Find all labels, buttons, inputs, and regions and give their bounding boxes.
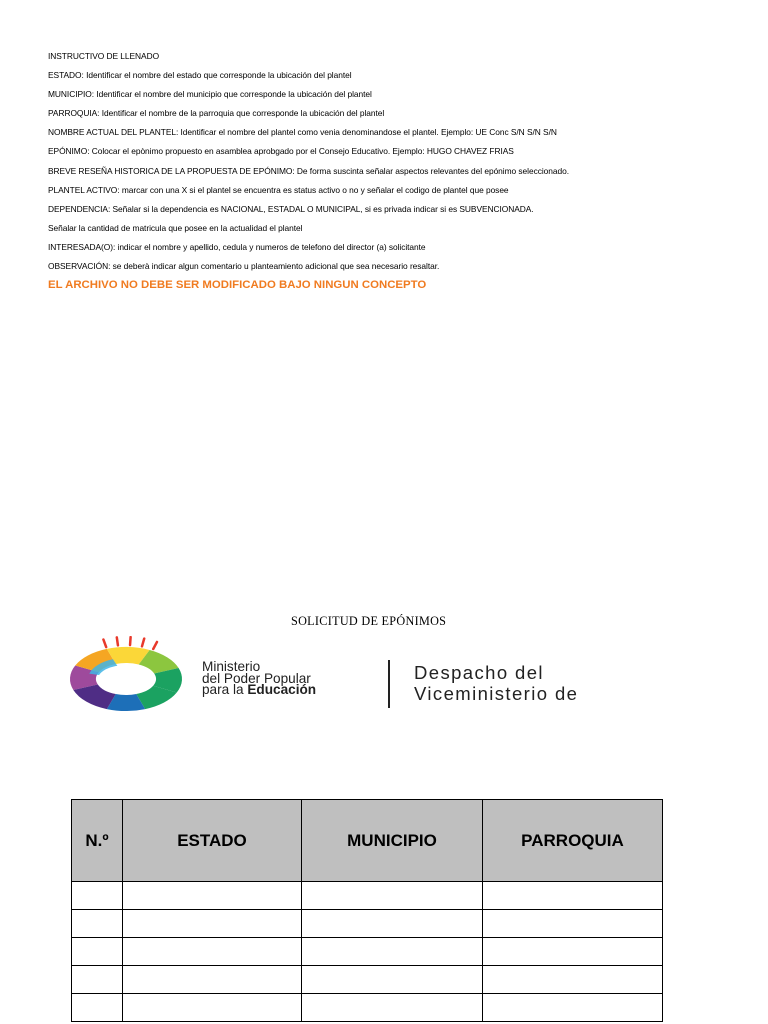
logo-ray	[130, 637, 131, 645]
instruction-municipio: MUNICIPIO: Identificar el nombre del municipio que corresponde la ubicación del plantel	[48, 89, 372, 100]
office-line-1: Despacho del	[414, 662, 544, 683]
table-header-row	[72, 800, 663, 882]
table-cell[interactable]	[123, 994, 302, 1022]
eponym-table	[71, 799, 663, 1022]
instruction-nombre-actual: NOMBRE ACTUAL DEL PLANTEL: Identificar el nombre del plantel como venia denominandose el plantel. Ejemplo: UE Conc S/N S/N S/N	[48, 127, 557, 138]
table-cell[interactable]	[72, 966, 123, 994]
column-header-number: N.º	[72, 800, 123, 882]
table-cell[interactable]	[72, 938, 123, 966]
table-cell[interactable]	[483, 994, 663, 1022]
logo-ray	[153, 642, 157, 649]
instruction-estado: ESTADO: Identificar el nombre del estado que corresponde la ubicación del plantel	[48, 70, 352, 81]
instruction-parroquia: PARROQUIA: Identificar el nombre de la parroquia que corresponde la ubicación del plantel	[48, 108, 385, 119]
instructions-heading: INSTRUCTIVO DE LLENADO	[48, 51, 160, 61]
ministry-logo-icon	[64, 636, 194, 716]
table-cell[interactable]	[302, 994, 483, 1022]
instruction-observacion: OBSERVACIÓN: se deberà indicar algun comentario u planteamiento adicional que sea necesario resaltar.	[48, 261, 440, 272]
office-line-2: Viceministerio de	[414, 683, 579, 704]
table-row	[72, 966, 663, 994]
table-cell[interactable]	[302, 938, 483, 966]
logo-center	[98, 665, 154, 693]
warning-text: EL ARCHIVO NO DEBE SER MODIFICADO BAJO NINGUN CONCEPTO	[48, 279, 427, 291]
table-row	[72, 910, 663, 938]
table-cell[interactable]	[72, 910, 123, 938]
table-cell[interactable]	[72, 882, 123, 910]
table-cell[interactable]	[483, 966, 663, 994]
ministry-line-3	[202, 684, 316, 696]
office-name	[414, 662, 578, 704]
table-cell[interactable]	[72, 994, 123, 1022]
table-row	[72, 994, 663, 1022]
table-cell[interactable]	[123, 966, 302, 994]
column-header-municipio: MUNICIPIO	[302, 800, 483, 882]
table-cell[interactable]	[302, 882, 483, 910]
table-cell[interactable]	[483, 938, 663, 966]
table-cell[interactable]	[123, 910, 302, 938]
ministry-line-3-bold: Educación	[247, 682, 317, 698]
header-divider	[388, 660, 390, 708]
logo-ray	[103, 640, 106, 648]
column-header-estado: ESTADO	[123, 800, 302, 882]
instruction-resena: BREVE RESEÑA HISTORICA DE LA PROPUESTA DE EPÓNIMO: De forma suscinta señalar aspectos relevantes del epónimo seleccionado.	[48, 165, 569, 176]
instruction-matricula: Señalar la cantidad de matricula que posee en la actualidad el plantel	[48, 222, 303, 233]
table-row	[72, 882, 663, 910]
instructions-block	[48, 47, 748, 276]
ministry-name	[202, 661, 316, 696]
ministry-line-1: Ministerio	[202, 659, 261, 674]
instruction-eponimo: EPÓNIMO: Colocar el epònimo propuesto en asamblea aprobgado por el Consejo Educativo. Ejemplo: HUGO CHAVEZ FRIAS	[48, 146, 514, 157]
table-cell[interactable]	[302, 966, 483, 994]
table-cell[interactable]	[123, 938, 302, 966]
column-header-parroquia: PARROQUIA	[483, 800, 663, 882]
ministry-line-2: del Poder Popular	[202, 670, 311, 686]
logo-ray	[117, 637, 118, 645]
ministry-header	[64, 636, 664, 716]
instruction-dependencia: DEPENDENCIA: Señalar si la dependencia es NACIONAL, ESTADAL O MUNICIPAL, si es privada indicar si es SUBVENCIONADA.	[48, 203, 534, 214]
table-cell[interactable]	[483, 882, 663, 910]
document-title: SOLICITUD DE EPÓNIMOS	[291, 614, 447, 628]
instruction-interesada: INTERESADA(O): indicar el nombre y apellido, cedula y numeros de telefono del director (a) solicitante	[48, 241, 426, 252]
logo-ray	[142, 639, 144, 647]
table-cell[interactable]	[483, 910, 663, 938]
instruction-plantel-activo: PLANTEL ACTIVO: marcar con una X si el plantel se encuentra es status activo o no y señalar el codigo de plantel que posee	[48, 184, 509, 195]
table-cell[interactable]	[302, 910, 483, 938]
table-cell[interactable]	[123, 882, 302, 910]
ministry-line-3-prefix: para la	[202, 682, 248, 698]
table-row	[72, 938, 663, 966]
